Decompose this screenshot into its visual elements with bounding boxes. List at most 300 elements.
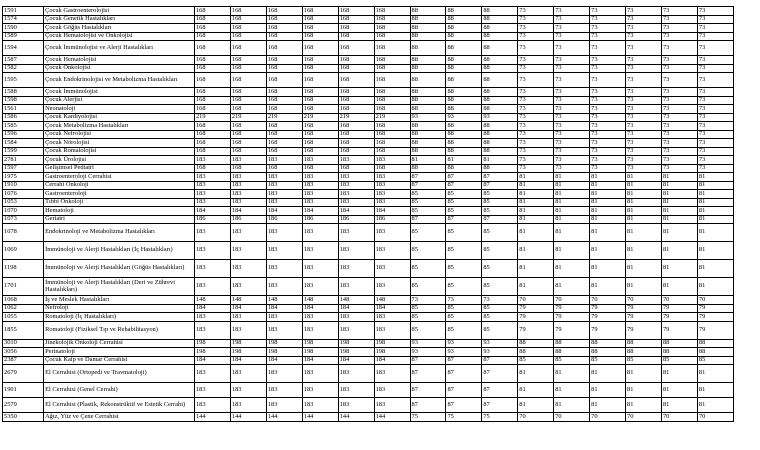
value-cell: 219 — [338, 113, 374, 122]
value-cell: 73 — [626, 88, 662, 97]
value-cell: 81 — [697, 207, 733, 216]
value-cell: 168 — [302, 139, 338, 148]
value-cell: 168 — [266, 147, 302, 156]
value-cell: 87 — [482, 181, 518, 190]
specialty-code: 1585 — [3, 122, 44, 131]
value-cell: 168 — [230, 88, 266, 97]
value-cell: 81 — [518, 242, 554, 260]
value-cell: 81 — [661, 207, 697, 216]
value-cell: 73 — [518, 122, 554, 131]
table-body — [3, 7, 734, 422]
value-cell: 75 — [410, 413, 446, 422]
value-cell: 168 — [266, 41, 302, 56]
value-cell: 85 — [446, 242, 482, 260]
value-cell: 81 — [661, 383, 697, 398]
value-cell: 168 — [338, 73, 374, 88]
value-cell: 168 — [194, 164, 230, 173]
value-cell: 183 — [266, 156, 302, 165]
value-cell: 168 — [230, 41, 266, 56]
value-cell: 85 — [446, 321, 482, 339]
value-cell: 85 — [482, 260, 518, 278]
value-cell: 79 — [554, 313, 590, 322]
value-cell: 183 — [338, 278, 374, 296]
specialty-name: Çocuk Genetik Hastalıkları — [44, 15, 195, 24]
specialty-name: İş ve Meslek Hastalıkları — [44, 296, 195, 305]
value-cell: 85 — [446, 224, 482, 242]
value-cell: 81 — [697, 383, 733, 398]
value-cell: 88 — [482, 130, 518, 139]
value-cell: 73 — [554, 73, 590, 88]
value-cell: 81 — [590, 260, 626, 278]
value-cell: 73 — [590, 15, 626, 24]
value-cell: 73 — [661, 64, 697, 73]
value-cell: 148 — [374, 296, 410, 305]
value-cell: 168 — [266, 32, 302, 41]
value-cell: 73 — [626, 24, 662, 33]
value-cell: 184 — [302, 207, 338, 216]
value-cell: 183 — [194, 398, 230, 413]
value-cell: 183 — [302, 260, 338, 278]
value-cell: 81 — [626, 365, 662, 383]
value-cell: 73 — [518, 164, 554, 173]
value-cell: 183 — [338, 224, 374, 242]
value-cell: 70 — [590, 296, 626, 305]
value-cell: 81 — [626, 173, 662, 182]
specialty-name: Çocuk Romatolojisi — [44, 147, 195, 156]
value-cell: 88 — [410, 64, 446, 73]
value-cell: 183 — [194, 321, 230, 339]
value-cell: 70 — [518, 413, 554, 422]
value-cell: 93 — [482, 348, 518, 357]
value-cell: 198 — [302, 348, 338, 357]
value-cell: 79 — [518, 304, 554, 313]
value-cell: 81 — [554, 242, 590, 260]
table-row — [3, 156, 734, 165]
value-cell: 81 — [626, 383, 662, 398]
value-cell: 87 — [410, 398, 446, 413]
value-cell: 168 — [374, 32, 410, 41]
value-cell: 73 — [626, 96, 662, 105]
value-cell: 88 — [482, 122, 518, 131]
value-cell: 81 — [590, 224, 626, 242]
value-cell: 219 — [302, 113, 338, 122]
specialty-code: 1070 — [3, 207, 44, 216]
value-cell: 168 — [194, 147, 230, 156]
value-cell: 85 — [482, 313, 518, 322]
value-cell: 79 — [518, 313, 554, 322]
value-cell: 168 — [230, 139, 266, 148]
value-cell: 168 — [266, 130, 302, 139]
value-cell: 183 — [194, 278, 230, 296]
value-cell: 85 — [446, 260, 482, 278]
table-row — [3, 64, 734, 73]
value-cell: 73 — [590, 24, 626, 33]
value-cell: 81 — [518, 207, 554, 216]
specialty-name: Gastroenteroloji — [44, 190, 195, 199]
value-cell: 168 — [194, 64, 230, 73]
value-cell: 81 — [590, 365, 626, 383]
value-cell: 70 — [626, 296, 662, 305]
value-cell: 73 — [518, 64, 554, 73]
value-cell: 85 — [446, 190, 482, 199]
table-row — [3, 24, 734, 33]
value-cell: 148 — [266, 296, 302, 305]
specialty-code: 1078 — [3, 224, 44, 242]
value-cell: 73 — [697, 147, 733, 156]
value-cell: 73 — [590, 56, 626, 65]
value-cell: 168 — [338, 88, 374, 97]
specialty-code: 1901 — [3, 383, 44, 398]
value-cell: 183 — [266, 278, 302, 296]
specialty-name: Jinekolojik Onkoloji Cerrahisi — [44, 339, 195, 348]
value-cell: 168 — [374, 164, 410, 173]
value-cell: 79 — [590, 321, 626, 339]
value-cell: 73 — [661, 73, 697, 88]
value-cell: 88 — [482, 164, 518, 173]
value-cell: 88 — [482, 56, 518, 65]
value-cell: 183 — [338, 260, 374, 278]
value-cell: 87 — [410, 383, 446, 398]
value-cell: 85 — [410, 321, 446, 339]
value-cell: 144 — [302, 413, 338, 422]
value-cell: 87 — [410, 356, 446, 365]
specialty-code: 1584 — [3, 139, 44, 148]
value-cell: 88 — [446, 15, 482, 24]
value-cell: 183 — [230, 190, 266, 199]
specialty-code: 1589 — [3, 32, 44, 41]
value-cell: 168 — [266, 73, 302, 88]
value-cell: 70 — [554, 296, 590, 305]
value-cell: 85 — [410, 304, 446, 313]
value-cell: 73 — [518, 113, 554, 122]
value-cell: 73 — [661, 96, 697, 105]
value-cell: 85 — [410, 313, 446, 322]
value-cell: 85 — [410, 224, 446, 242]
value-cell: 88 — [410, 88, 446, 97]
value-cell: 73 — [554, 164, 590, 173]
value-cell: 183 — [338, 198, 374, 207]
value-cell: 168 — [194, 73, 230, 88]
value-cell: 88 — [410, 56, 446, 65]
value-cell: 198 — [338, 339, 374, 348]
value-cell: 88 — [482, 24, 518, 33]
value-cell: 81 — [554, 278, 590, 296]
value-cell: 168 — [302, 24, 338, 33]
value-cell: 183 — [266, 173, 302, 182]
value-cell: 168 — [302, 41, 338, 56]
value-cell: 87 — [446, 398, 482, 413]
value-cell: 168 — [194, 32, 230, 41]
value-cell: 87 — [410, 173, 446, 182]
value-cell: 88 — [410, 32, 446, 41]
value-cell: 168 — [266, 88, 302, 97]
value-cell: 88 — [410, 122, 446, 131]
value-cell: 73 — [697, 73, 733, 88]
value-cell: 88 — [446, 88, 482, 97]
value-cell: 73 — [626, 130, 662, 139]
value-cell: 73 — [518, 41, 554, 56]
specialty-code: 1068 — [3, 296, 44, 305]
specialty-code: 1582 — [3, 64, 44, 73]
value-cell: 88 — [410, 73, 446, 88]
specialty-code: 1595 — [3, 73, 44, 88]
value-cell: 88 — [410, 96, 446, 105]
value-cell: 168 — [302, 73, 338, 88]
value-cell: 79 — [661, 304, 697, 313]
value-cell: 73 — [518, 139, 554, 148]
value-cell: 198 — [338, 348, 374, 357]
value-cell: 183 — [230, 365, 266, 383]
value-cell: 183 — [374, 190, 410, 199]
value-cell: 88 — [446, 64, 482, 73]
value-cell: 183 — [302, 173, 338, 182]
value-cell: 183 — [302, 242, 338, 260]
value-cell: 183 — [374, 242, 410, 260]
value-cell: 88 — [446, 56, 482, 65]
value-cell: 85 — [482, 278, 518, 296]
value-cell: 184 — [374, 356, 410, 365]
value-cell: 183 — [338, 181, 374, 190]
value-cell: 168 — [266, 164, 302, 173]
value-cell: 168 — [302, 15, 338, 24]
value-cell: 73 — [661, 130, 697, 139]
value-cell: 168 — [302, 88, 338, 97]
specialty-code: 1062 — [3, 304, 44, 313]
table-row — [3, 304, 734, 313]
value-cell: 81 — [518, 278, 554, 296]
specialty-name: Ağız, Yüz ve Çene Cerrahisi — [44, 413, 195, 422]
table-row — [3, 356, 734, 365]
value-cell: 183 — [338, 190, 374, 199]
value-cell: 183 — [374, 313, 410, 322]
value-cell: 85 — [410, 198, 446, 207]
value-cell: 73 — [518, 24, 554, 33]
value-cell: 73 — [626, 32, 662, 41]
value-cell: 183 — [302, 313, 338, 322]
value-cell: 93 — [410, 348, 446, 357]
value-cell: 79 — [518, 321, 554, 339]
value-cell: 183 — [266, 383, 302, 398]
value-cell: 198 — [194, 348, 230, 357]
value-cell: 183 — [194, 313, 230, 322]
value-cell: 73 — [661, 32, 697, 41]
value-cell: 168 — [338, 56, 374, 65]
specialty-code: 1597 — [3, 164, 44, 173]
value-cell: 168 — [230, 105, 266, 114]
value-cell: 183 — [230, 198, 266, 207]
specialty-name: Çocuk İmmünolojisi ve Alerji Hastalıkları — [44, 41, 195, 56]
value-cell: 88 — [518, 348, 554, 357]
value-cell: 81 — [554, 198, 590, 207]
value-cell: 73 — [697, 15, 733, 24]
value-cell: 184 — [302, 356, 338, 365]
value-cell: 186 — [338, 215, 374, 224]
value-cell: 81 — [697, 398, 733, 413]
specialty-code: 1561 — [3, 105, 44, 114]
specialty-code: 3056 — [3, 348, 44, 357]
value-cell: 183 — [230, 224, 266, 242]
value-cell: 183 — [302, 190, 338, 199]
value-cell: 183 — [302, 278, 338, 296]
value-cell: 81 — [626, 198, 662, 207]
value-cell: 73 — [446, 296, 482, 305]
value-cell: 93 — [446, 339, 482, 348]
value-cell: 88 — [446, 130, 482, 139]
value-cell: 87 — [410, 215, 446, 224]
specialty-code: 1586 — [3, 113, 44, 122]
value-cell: 168 — [302, 32, 338, 41]
value-cell: 88 — [482, 139, 518, 148]
value-cell: 73 — [697, 88, 733, 97]
value-cell: 88 — [626, 339, 662, 348]
value-cell: 85 — [482, 207, 518, 216]
value-cell: 73 — [697, 164, 733, 173]
specialty-name: Romatoloji (İç Hastalıkları) — [44, 313, 195, 322]
value-cell: 73 — [626, 64, 662, 73]
value-cell: 168 — [230, 122, 266, 131]
value-cell: 148 — [302, 296, 338, 305]
specialty-code: 1910 — [3, 181, 44, 190]
value-cell: 88 — [554, 339, 590, 348]
value-cell: 168 — [266, 122, 302, 131]
value-cell: 183 — [194, 224, 230, 242]
value-cell: 183 — [266, 313, 302, 322]
value-cell: 186 — [374, 215, 410, 224]
value-cell: 79 — [626, 313, 662, 322]
value-cell: 73 — [661, 7, 697, 16]
specialty-name: Çocuk Gastroenterolojisi — [44, 7, 195, 16]
value-cell: 73 — [697, 130, 733, 139]
value-cell: 198 — [374, 348, 410, 357]
value-cell: 81 — [590, 398, 626, 413]
value-cell: 168 — [338, 96, 374, 105]
specialty-name: Çocuk Endokrinolojisi ve Metabolizma Hastalıkları — [44, 73, 195, 88]
value-cell: 73 — [697, 41, 733, 56]
table-row — [3, 88, 734, 97]
value-cell: 184 — [266, 304, 302, 313]
value-cell: 184 — [230, 207, 266, 216]
value-cell: 88 — [410, 7, 446, 16]
value-cell: 88 — [554, 348, 590, 357]
value-cell: 183 — [302, 181, 338, 190]
table-row — [3, 321, 734, 339]
value-cell: 85 — [590, 356, 626, 365]
table-row — [3, 348, 734, 357]
value-cell: 183 — [302, 156, 338, 165]
value-cell: 183 — [338, 383, 374, 398]
value-cell: 87 — [446, 356, 482, 365]
table-row — [3, 56, 734, 65]
value-cell: 168 — [194, 122, 230, 131]
value-cell: 85 — [482, 242, 518, 260]
value-cell: 81 — [554, 224, 590, 242]
value-cell: 183 — [302, 321, 338, 339]
table-row — [3, 96, 734, 105]
value-cell: 73 — [554, 96, 590, 105]
value-cell: 198 — [194, 339, 230, 348]
value-cell: 81 — [518, 215, 554, 224]
value-cell: 183 — [374, 181, 410, 190]
value-cell: 88 — [482, 7, 518, 16]
value-cell: 183 — [266, 198, 302, 207]
value-cell: 168 — [374, 7, 410, 16]
value-cell: 184 — [338, 207, 374, 216]
value-cell: 81 — [518, 398, 554, 413]
value-cell: 168 — [266, 56, 302, 65]
value-cell: 73 — [697, 156, 733, 165]
value-cell: 183 — [194, 156, 230, 165]
value-cell: 81 — [626, 215, 662, 224]
value-cell: 184 — [338, 356, 374, 365]
specialty-code: 3010 — [3, 339, 44, 348]
value-cell: 81 — [626, 207, 662, 216]
specialty-code: 2387 — [3, 356, 44, 365]
specialty-code: 1975 — [3, 173, 44, 182]
value-cell: 81 — [482, 156, 518, 165]
value-cell: 81 — [697, 181, 733, 190]
table-row — [3, 242, 734, 260]
value-cell: 73 — [626, 147, 662, 156]
value-cell: 79 — [697, 321, 733, 339]
table-row — [3, 122, 734, 131]
value-cell: 81 — [697, 198, 733, 207]
value-cell: 183 — [338, 313, 374, 322]
value-cell: 198 — [266, 348, 302, 357]
value-cell: 168 — [302, 147, 338, 156]
value-cell: 73 — [661, 147, 697, 156]
value-cell: 81 — [518, 383, 554, 398]
value-cell: 73 — [518, 73, 554, 88]
value-cell: 183 — [230, 173, 266, 182]
value-cell: 88 — [482, 41, 518, 56]
value-cell: 144 — [230, 413, 266, 422]
value-cell: 73 — [697, 105, 733, 114]
value-cell: 168 — [338, 24, 374, 33]
value-cell: 168 — [338, 41, 374, 56]
value-cell: 70 — [661, 413, 697, 422]
value-cell: 168 — [230, 147, 266, 156]
specialty-name: Çocuk Nörolojisi — [44, 139, 195, 148]
value-cell: 73 — [626, 15, 662, 24]
specialty-code: 1055 — [3, 313, 44, 322]
value-cell: 85 — [482, 198, 518, 207]
value-cell: 183 — [230, 260, 266, 278]
value-cell: 93 — [410, 339, 446, 348]
value-cell: 81 — [590, 198, 626, 207]
value-cell: 183 — [374, 198, 410, 207]
table-row — [3, 215, 734, 224]
table-row — [3, 105, 734, 114]
specialty-name: Tıbbi Onkoloji — [44, 198, 195, 207]
specialty-code: 1591 — [3, 7, 44, 16]
value-cell: 88 — [410, 130, 446, 139]
value-cell: 88 — [482, 32, 518, 41]
value-cell: 85 — [446, 278, 482, 296]
value-cell: 87 — [482, 356, 518, 365]
value-cell: 85 — [410, 278, 446, 296]
value-cell: 88 — [626, 348, 662, 357]
specialty-name: Çocuk Onkolojisi — [44, 64, 195, 73]
value-cell: 73 — [626, 105, 662, 114]
value-cell: 81 — [626, 181, 662, 190]
value-cell: 168 — [338, 7, 374, 16]
value-cell: 168 — [302, 64, 338, 73]
value-cell: 73 — [697, 64, 733, 73]
value-cell: 168 — [338, 147, 374, 156]
value-cell: 81 — [697, 190, 733, 199]
value-cell: 87 — [410, 365, 446, 383]
specialty-name: Hematoloji — [44, 207, 195, 216]
